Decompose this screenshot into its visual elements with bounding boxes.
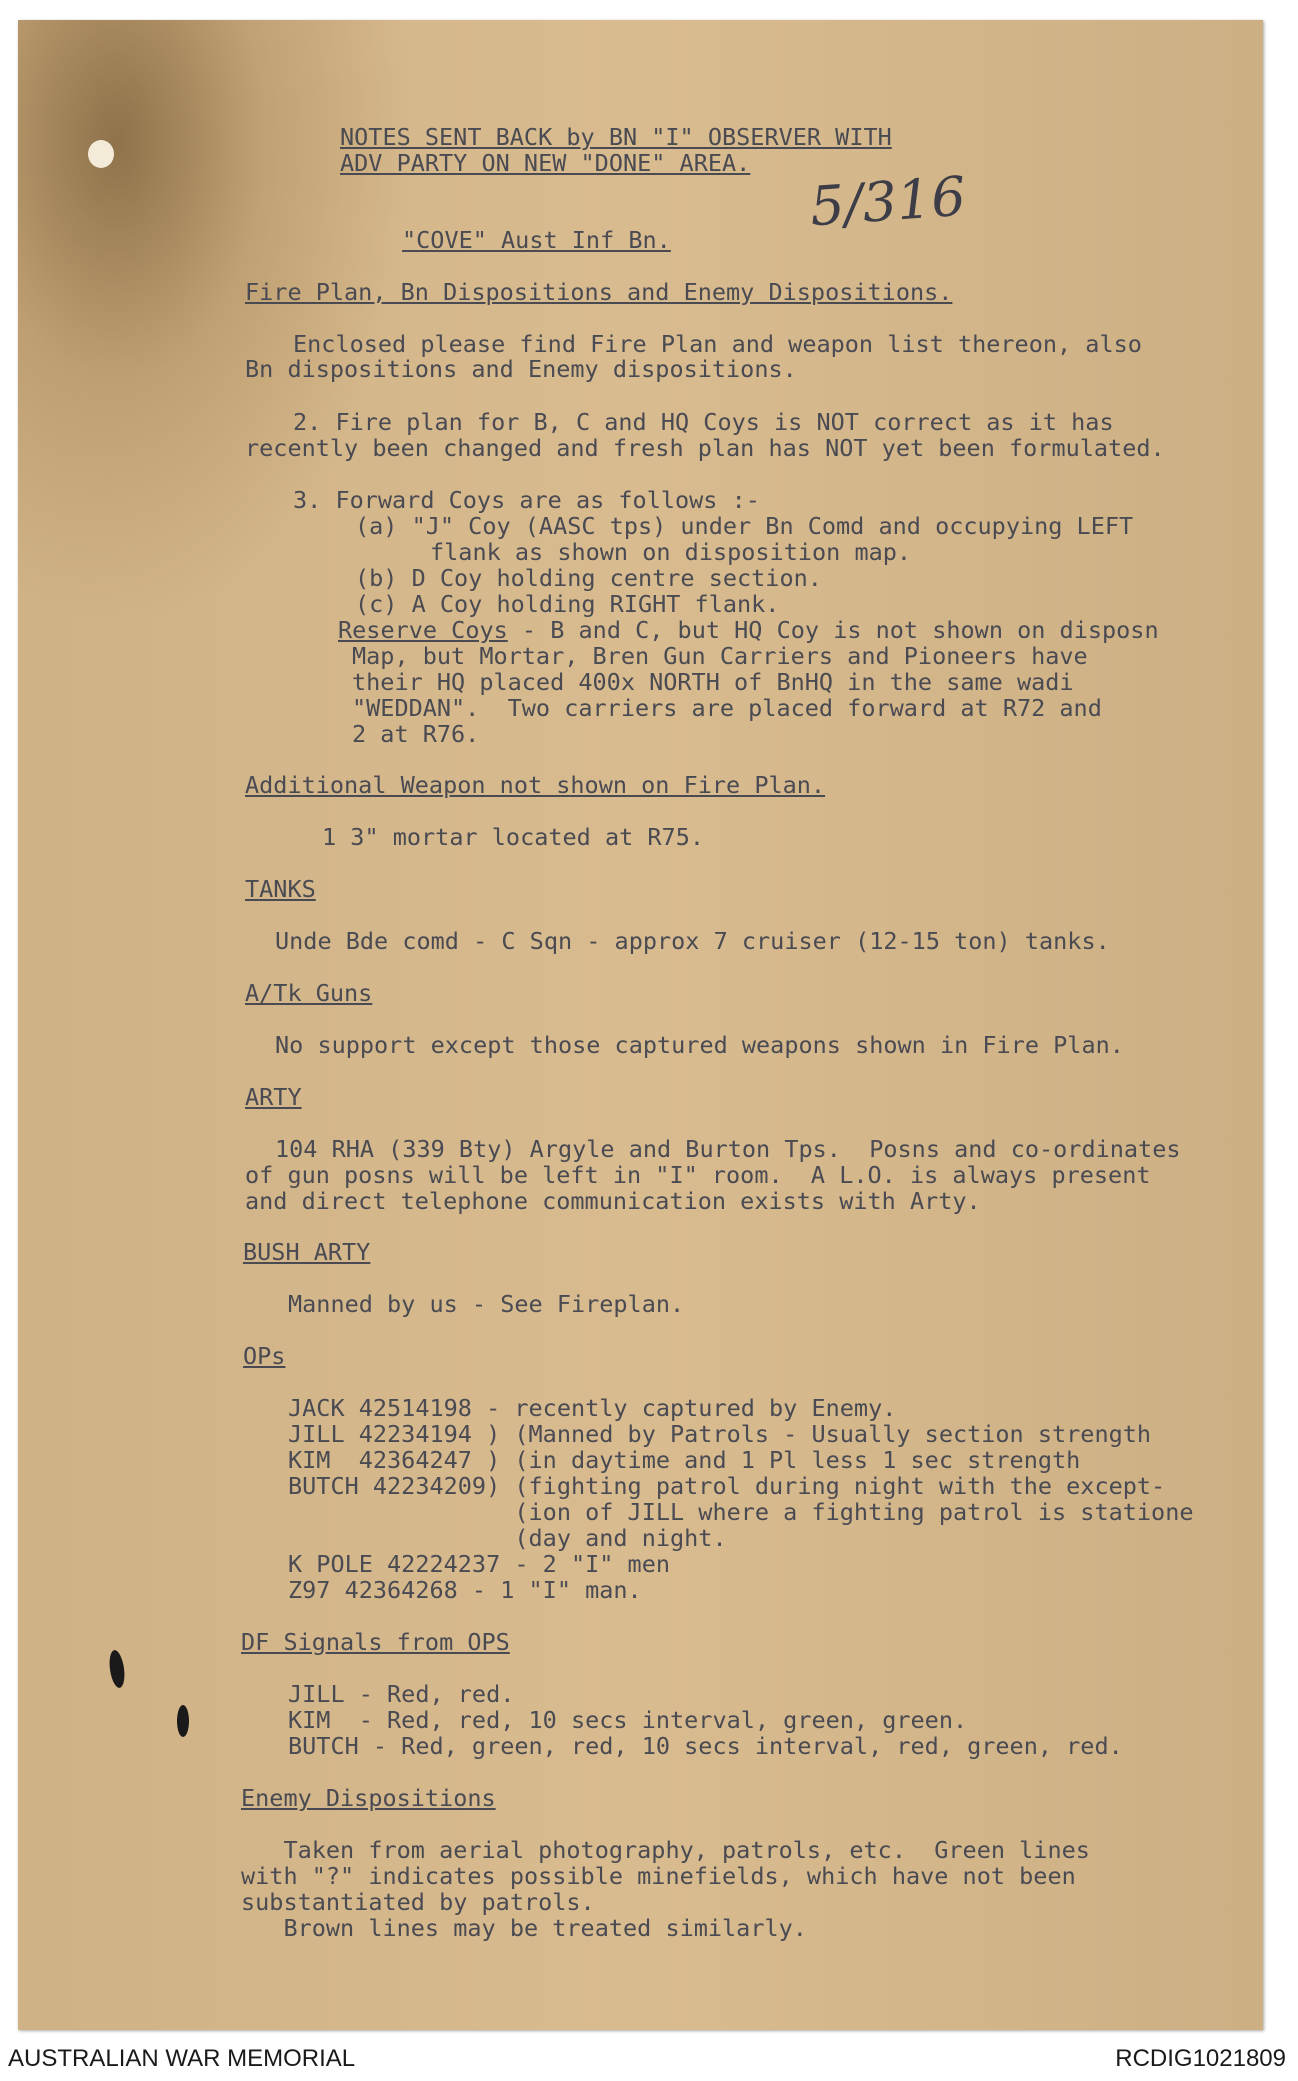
paragraph-line: No support except those captured weapons shown in Fire Plan. [275, 1031, 1124, 1059]
paper-hole [88, 140, 114, 168]
paragraph-line: with "?" indicates possible minefields, which have not been [241, 1862, 1076, 1890]
paragraph-line [338, 618, 1159, 644]
document-title-line1: NOTES SENT BACK by BN "I" OBSERVER WITH [340, 123, 892, 151]
op-line: KIM 42364247 ) (in daytime and 1 Pl less 1 sec strength [288, 1446, 1081, 1474]
reserve-text: - B and C, but HQ Coy is not shown on disposn [507, 616, 1159, 644]
list-item: flank as shown on disposition map. [430, 538, 912, 566]
paragraph-line: substantiated by patrols. [241, 1888, 595, 1916]
section-heading: ARTY [245, 1083, 302, 1111]
op-line: JACK 42514198 - recently captured by Enemy. [288, 1394, 897, 1422]
list-item: (c) A Coy holding RIGHT flank. [355, 590, 780, 618]
list-item: (b) D Coy holding centre section. [355, 564, 822, 592]
section-heading: OPs [243, 1342, 286, 1370]
paragraph-line: 104 RHA (339 Bty) Argyle and Burton Tps. Posns and co-ordinates [275, 1135, 1181, 1163]
paragraph-line: 2. Fire plan for B, C and HQ Coys is NOT correct as it has [293, 408, 1114, 436]
op-line: (ion of JILL where a fighting patrol is statione [288, 1498, 1194, 1526]
section-heading: Additional Weapon not shown on Fire Plan. [245, 771, 826, 799]
paragraph-line: their HQ placed 400x NORTH of BnHQ in the same wadi [352, 668, 1074, 696]
document-title-line2: ADV PARTY ON NEW "DONE" AREA. [340, 149, 751, 177]
footer-record-id: RCDIG1021809 [1115, 2045, 1286, 2072]
op-line: (day and night. [288, 1524, 727, 1552]
paragraph-line: Bn dispositions and Enemy dispositions. [245, 355, 797, 383]
section-heading: TANKS [245, 875, 316, 903]
paragraph-line: 3. Forward Coys are as follows :- [293, 486, 760, 514]
section-heading: DF Signals from OPS [241, 1628, 510, 1656]
paragraph-line: Taken from aerial photography, patrols, etc. Green lines [241, 1836, 1090, 1864]
unit-name: "COVE" Aust Inf Bn. [402, 226, 671, 254]
section-heading: Enemy Dispositions [241, 1784, 496, 1812]
op-line: K POLE 42224237 - 2 "I" men [288, 1550, 671, 1578]
footer-institution: AUSTRALIAN WAR MEMORIAL [8, 2045, 356, 2072]
list-item: (a) "J" Coy (AASC tps) under Bn Comd and occupying LEFT [355, 512, 1134, 540]
reserve-label: Reserve Coys [338, 616, 508, 644]
paragraph-line: Enclosed please find Fire Plan and weapon list thereon, also [293, 330, 1142, 358]
paragraph-line: 1 3" mortar located at R75. [322, 823, 705, 851]
signal-line: KIM - Red, red, 10 secs interval, green, green. [288, 1706, 968, 1734]
op-line: BUTCH 42234209) (fighting patrol during night with the except- [288, 1472, 1166, 1500]
op-line: Z97 42364268 - 1 "I" man. [288, 1576, 642, 1604]
handwritten-reference: 5/316 [807, 164, 968, 239]
paragraph-line: Map, but Mortar, Bren Gun Carriers and Pioneers have [352, 642, 1088, 670]
section-heading: BUSH ARTY [243, 1238, 371, 1266]
section-heading: A/Tk Guns [245, 979, 373, 1007]
paragraph-line: of gun posns will be left in "I" room. A L.O. is always present [245, 1161, 1151, 1189]
ink-blot [177, 1705, 189, 1737]
paragraph-line: 2 at R76. [352, 720, 480, 748]
signal-line: BUTCH - Red, green, red, 10 secs interval, red, green, red. [288, 1732, 1123, 1760]
paragraph-line: recently been changed and fresh plan has NOT yet been formulated. [245, 434, 1165, 462]
paragraph-line: Brown lines may be treated similarly. [241, 1914, 807, 1942]
paragraph-line: Unde Bde comd - C Sqn - approx 7 cruiser (12-15 ton) tanks. [275, 927, 1110, 955]
paragraph-line: "WEDDAN". Two carriers are placed forward at R72 and [352, 694, 1102, 722]
section-heading: Fire Plan, Bn Dispositions and Enemy Dispositions. [245, 278, 953, 306]
op-line: JILL 42234194 ) (Manned by Patrols - Usually section strength [288, 1420, 1152, 1448]
paragraph-line: Manned by us - See Fireplan. [288, 1290, 685, 1318]
paragraph-line: and direct telephone communication exists with Arty. [245, 1187, 981, 1215]
signal-line: JILL - Red, red. [288, 1680, 515, 1708]
